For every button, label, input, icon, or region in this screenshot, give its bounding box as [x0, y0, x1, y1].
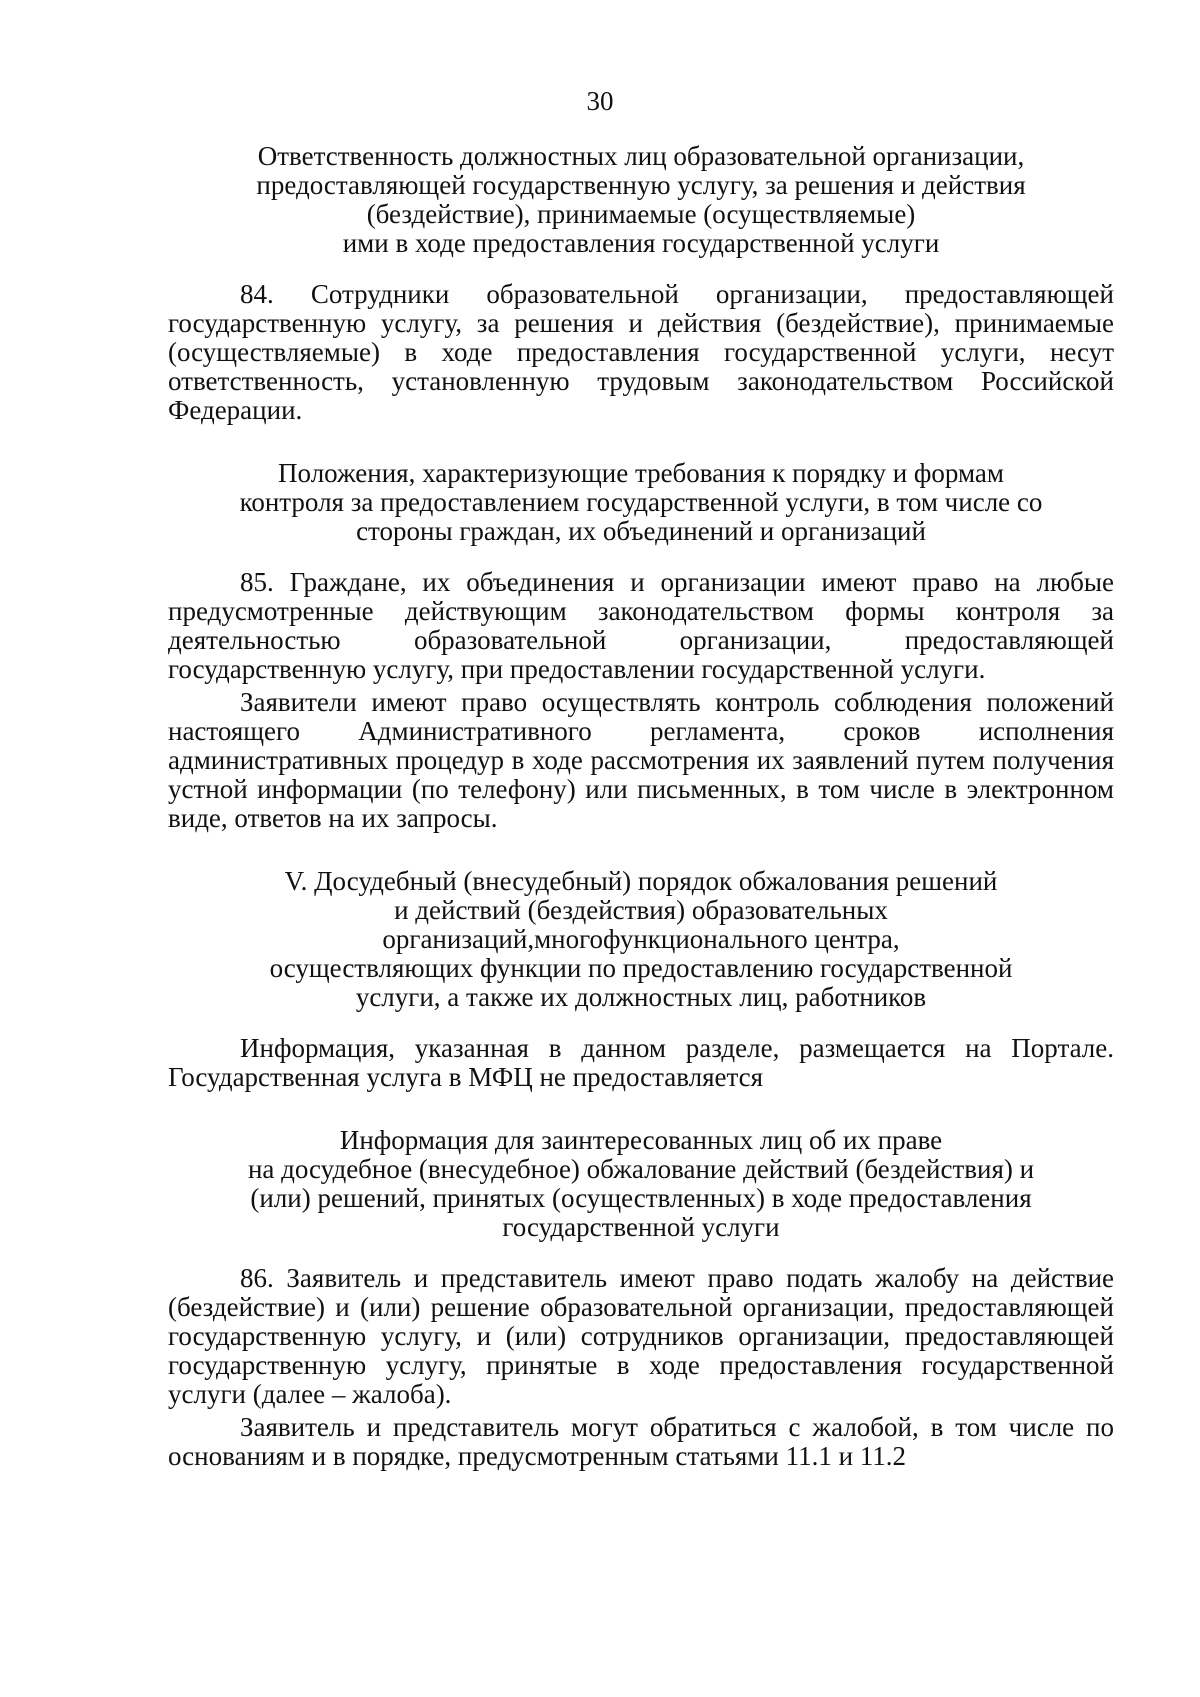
heading-line: предоставляющей государственную услугу, за решения и действия [256, 170, 1026, 200]
paragraph-86: 86. Заявитель и представитель имеют право подать жалобу на действие (бездействие) и (или) решение образовательной организации, предоставляющей государственную услугу, и (или) сотрудников организации, предоставляющей государственную услугу, принятые в ходе предоставления государственной услуги (далее – жалоба). [168, 1263, 1114, 1409]
section-heading-control [168, 459, 1114, 546]
spacer [168, 1012, 1114, 1034]
heading-line: Положения, характеризующие требования к порядку и формам [278, 458, 1004, 488]
heading-line: (или) решений, принятых (осуществленных) в ходе предоставления [250, 1183, 1032, 1213]
page-number: 30 [586, 86, 614, 116]
spacer [168, 546, 1114, 568]
heading-line: (бездействие), принимаемые (осуществляемые) [366, 199, 916, 229]
heading-line: услуги, а также их должностных лиц, работников [355, 982, 927, 1012]
heading-line: государственной услуги [502, 1212, 780, 1242]
section-heading-right-to-appeal [168, 1126, 1114, 1242]
paragraph-portal-info: Информация, указанная в данном разделе, размещается на Портале. Государственная услуга в МФЦ не предоставляется [168, 1033, 1114, 1092]
heading-line: контроля за предоставлением государственной услуги, в том числе со [239, 487, 1043, 517]
heading-line: Ответственность должностных лиц образовательной организации, [257, 141, 1025, 171]
spacer [168, 258, 1114, 280]
spacer [168, 425, 1114, 459]
heading-line: на досудебное (внесудебное) обжалование действий (бездействия) и [247, 1154, 1035, 1184]
section-heading-responsibility [168, 142, 1114, 258]
paragraph-86-grounds: Заявитель и представитель могут обратиться с жалобой, в том числе по основаниям и в порядке, предусмотренным статьями 11.1 и 11.2 [168, 1412, 1114, 1471]
heading-line: и действий (бездействия) образовательных [394, 895, 888, 925]
document-body [168, 142, 1114, 1471]
section-heading-appeal-procedure [168, 867, 1114, 1012]
heading-line: осуществляющих функции по предоставлению государственной [269, 953, 1013, 983]
paragraph-85-applicants: Заявители имеют право осуществлять контроль соблюдения положений настоящего Административного регламента, сроков исполнения административных процедур в ходе рассмотрения их заявлений путем получения устной информации (по телефону) или письменных, в том числе в электронном виде, ответов на их запросы. [168, 687, 1114, 833]
spacer [168, 1242, 1114, 1264]
heading-line: ими в ходе предоставления государственной услуги [342, 228, 940, 258]
heading-line: V. Досудебный (внесудебный) порядок обжалования решений [284, 866, 998, 896]
heading-line: организаций,многофункционального центра, [382, 924, 900, 954]
spacer [168, 1092, 1114, 1126]
heading-line: стороны граждан, их объединений и организаций [356, 516, 926, 546]
spacer [168, 833, 1114, 867]
paragraph-84: 84. Сотрудники образовательной организации, предоставляющей государственную услугу, за решения и действия (бездействие), принимаемые (осуществляемые) в ходе предоставления государственной услуги, несут ответственность, установленную трудовым законодательством Российской Федерации. [168, 279, 1114, 425]
heading-line: Информация для заинтересованных лиц об их праве [339, 1125, 943, 1155]
paragraph-85: 85. Граждане, их объединения и организации имеют право на любые предусмотренные действующим законодательством формы контроля за деятельностью образовательной организации, предоставляющей государственную услугу, при предоставлении государственной услуги. [168, 567, 1114, 684]
